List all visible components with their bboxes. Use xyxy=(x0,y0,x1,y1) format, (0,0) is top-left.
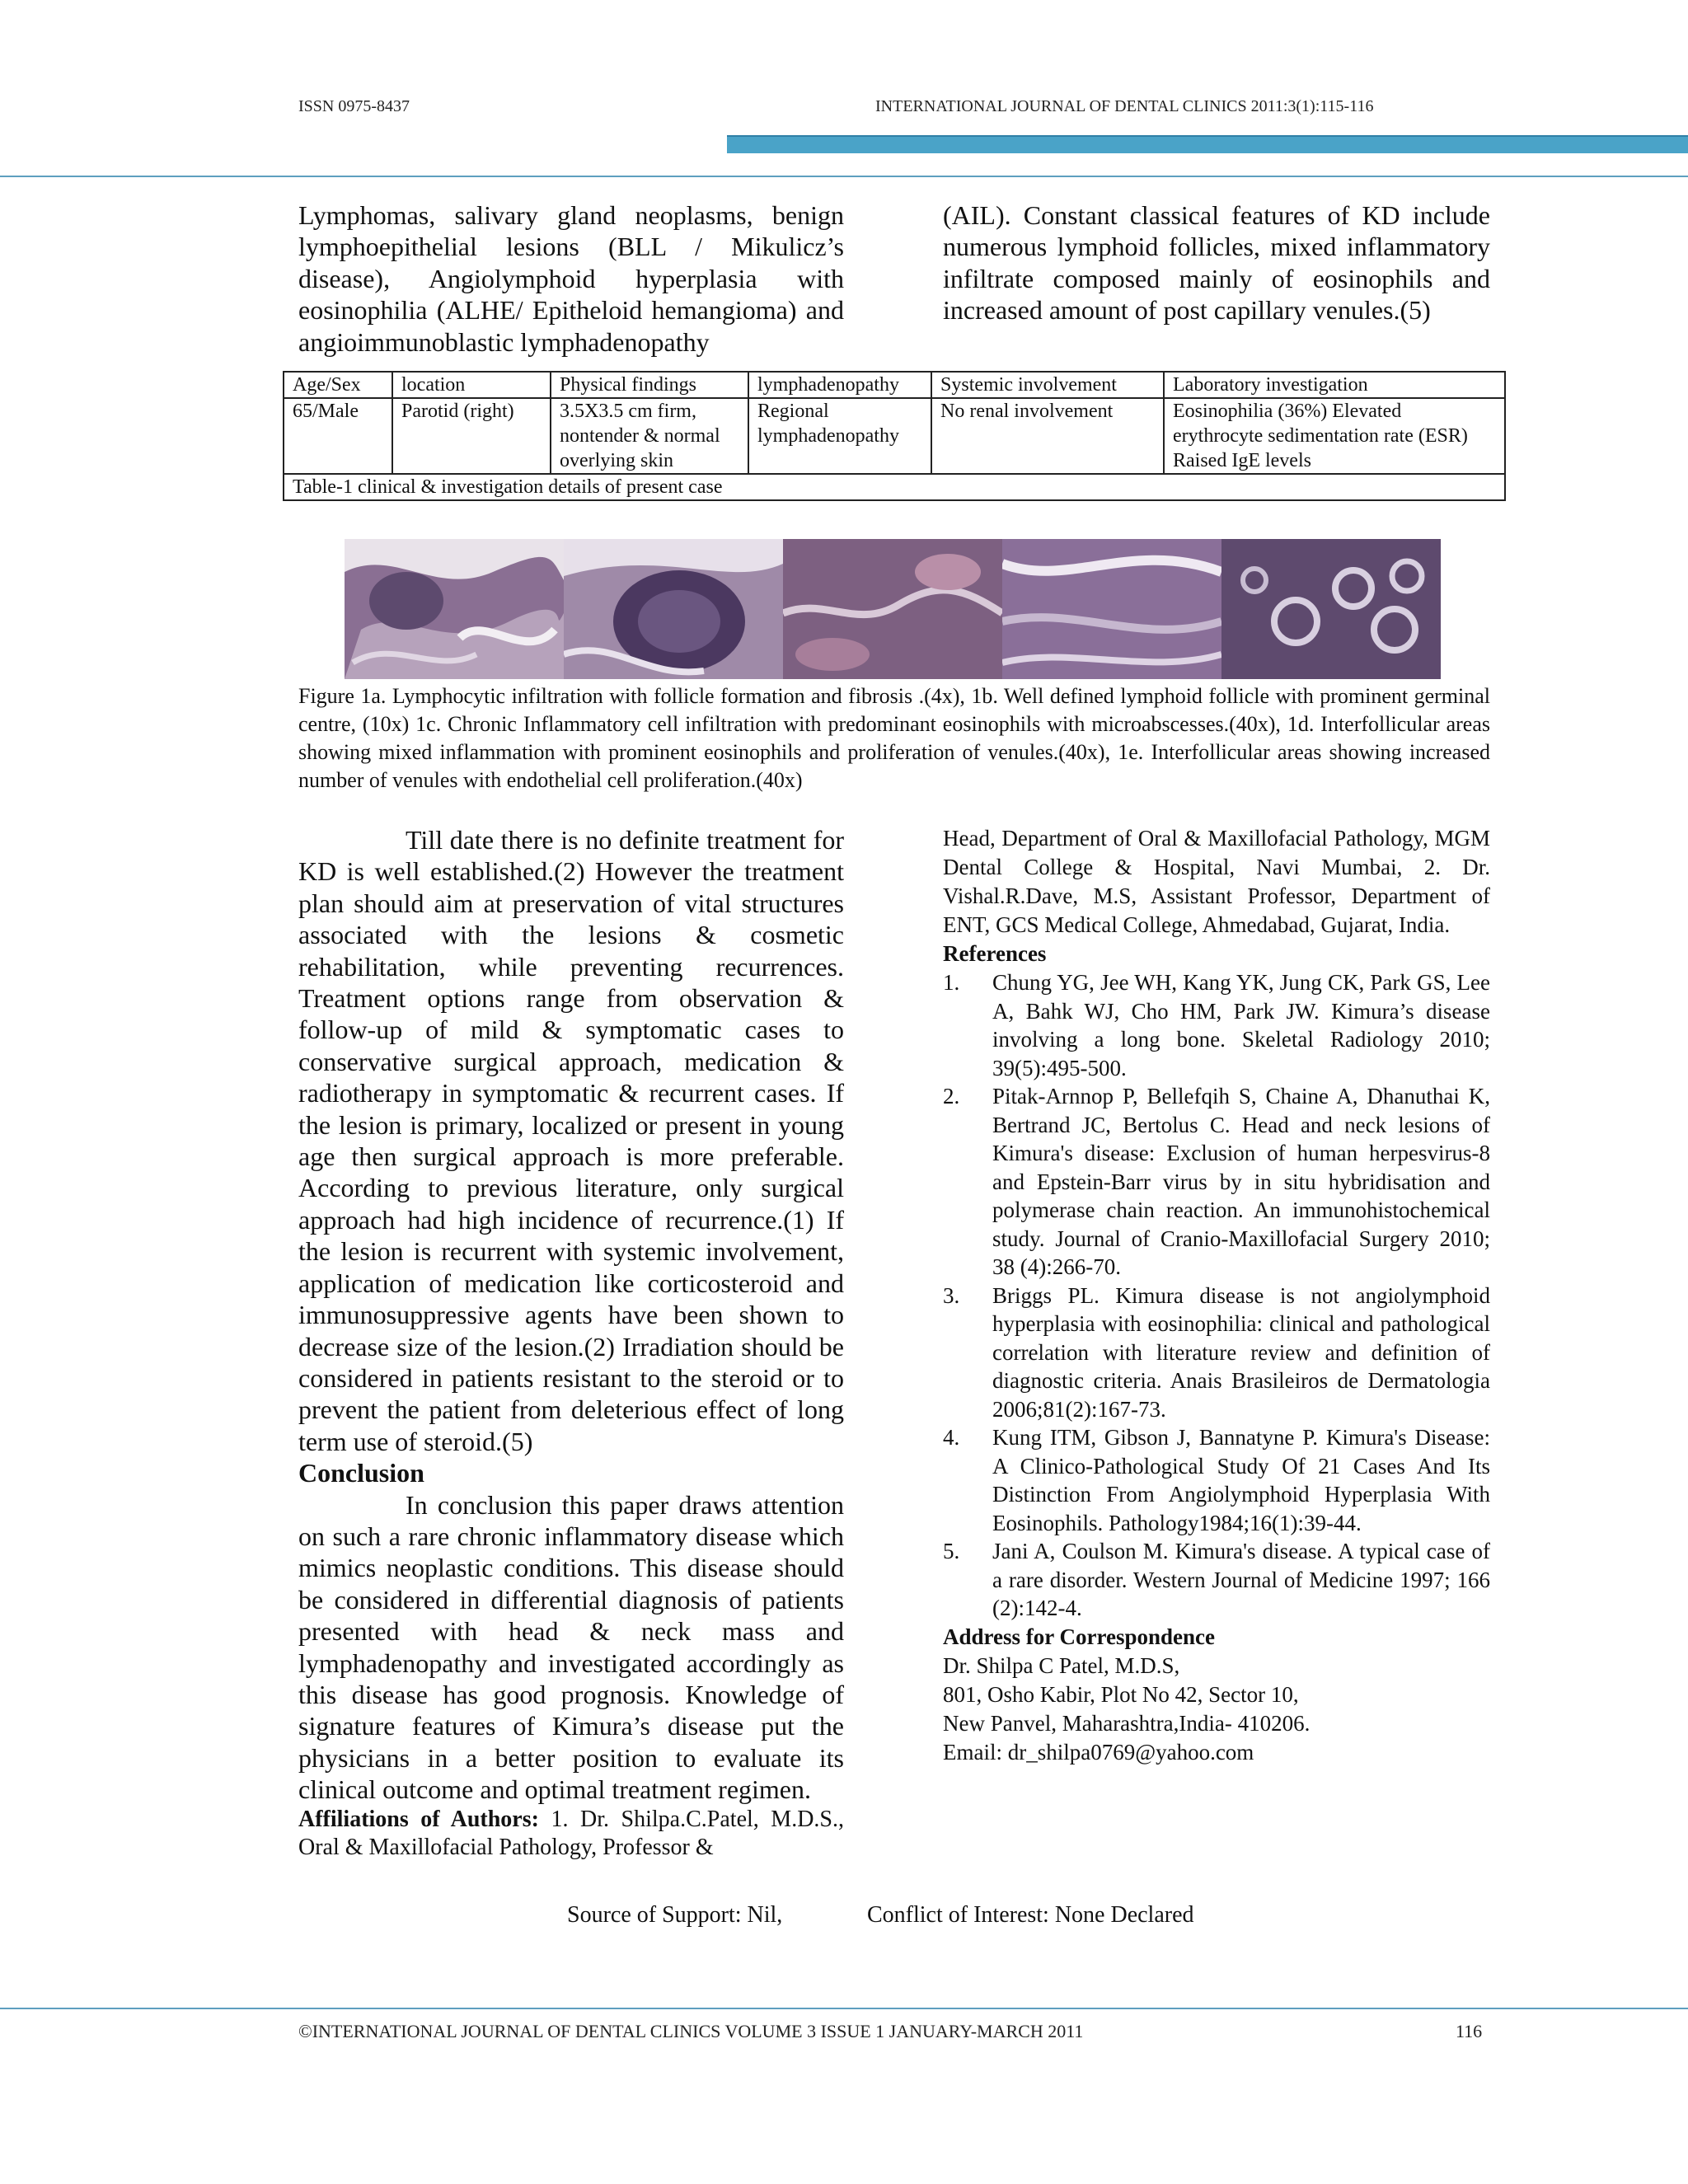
header-rule xyxy=(0,176,1688,177)
page-number: 116 xyxy=(1456,2021,1483,2041)
journal-header: INTERNATIONAL JOURNAL OF DENTAL CLINICS 2011:3(1):115-116 xyxy=(875,97,1374,115)
figure-1b-image xyxy=(564,539,783,679)
table-header-cell: lymphadenopathy xyxy=(748,372,931,398)
references-heading: References xyxy=(943,941,1047,966)
table-cell: Regional lymphadenopathy xyxy=(748,398,931,474)
table-header-cell: Age/Sex xyxy=(284,372,392,398)
correspondence-heading: Address for Correspondence xyxy=(943,1624,1215,1649)
table-cell: Parotid (right) xyxy=(392,398,551,474)
reference-number: 1. xyxy=(943,970,960,995)
list-item xyxy=(943,968,1490,1082)
figure-1e-image xyxy=(1221,539,1441,679)
conclusion-heading: Conclusion xyxy=(298,1458,424,1488)
table-row xyxy=(284,398,1505,474)
right-column xyxy=(943,824,1490,1767)
table-header-cell: location xyxy=(392,372,551,398)
list-item xyxy=(943,1423,1490,1537)
reference-text: Chung YG, Jee WH, Kang YK, Jung CK, Park GS, Lee A, Bahk WJ, Cho HM, Park JW. Kimura’s disease involving a long bone. Skeletal Radiology 2010; 39(5):495-500. xyxy=(992,970,1490,1080)
figure-1-strip xyxy=(345,539,1441,679)
header-accent-bar xyxy=(727,135,1688,153)
case-details-table xyxy=(283,371,1506,501)
affiliations-continued: Head, Department of Oral & Maxillofacial Pathology, MGM Dental College & Hospital, Navi Mumbai, 2. Dr. Vishal.R.Dave, M.S, Assistant Professor, Department of ENT, GCS Medical College, Ahmedabad, Gujarat, India. xyxy=(943,826,1490,937)
list-item xyxy=(943,1282,1490,1424)
table-header-cell: Systemic involvement xyxy=(931,372,1164,398)
table-header-row xyxy=(284,372,1505,398)
reference-number: 2. xyxy=(943,1084,960,1108)
table-caption-row xyxy=(284,474,1505,500)
conflict-of-interest: Conflict of Interest: None Declared xyxy=(867,1902,1194,1928)
treatment-paragraph: Till date there is no definite treatment for KD is well established.(2) However the treatment plan should aim at preservation of vital structures associated with the lesions & cosmetic rehabilitation, while preventing recurrences. Treatment options range from observation & follow-up of mild & symptomatic cases to conservative surgical approach, medication & radiotherapy in symptomatic & recurrent cases. If the lesion is primary, localized or present in young age then surgical approach is more preferable. According to previous literature, only surgical approach had high incidence of recurrence.(1) If the lesion is recurrent with systemic involvement, application of medication like corticosteroid and immunosuppressive agents have been shown to decrease size of the lesion.(2) Irradiation should be considered in patients resistant to the steroid or to prevent the patient from deleterious effect of long term use of steroid.(5) xyxy=(298,825,844,1456)
table-header-cell: Laboratory investigation xyxy=(1164,372,1505,398)
table-cell: 65/Male xyxy=(284,398,392,474)
reference-text: Briggs PL. Kimura disease is not angiolymphoid hyperplasia with eosinophilia: clinical and pathological correlation with literature review and definition of diagnostic criteria. Anais Brasileiros de Dermatologia 2006;81(2):167-73. xyxy=(992,1282,1490,1422)
table-header-cell: Physical findings xyxy=(551,372,748,398)
conclusion-paragraph: In conclusion this paper draws attention on such a rare chronic inflammatory disease which mimics neoplastic conditions. This disease should be considered in differential diagnosis of patients presented with head & neck mass and lymphadenopathy and investigated accordingly as this disease has good prognosis. Knowledge of signature features of Kimura’s disease put the physicians in a better position to evaluate its clinical outcome and optimal treatment regimen. xyxy=(298,1489,844,1805)
affiliations-label: Affiliations of Authors: xyxy=(298,1806,539,1832)
table-cell: Eosinophilia (36%) Elevated erythrocyte sedimentation rate (ESR) Raised IgE levels xyxy=(1164,398,1505,474)
affiliations-text: 1. Dr. Shilpa.C.Patel, M.D.S., Oral & Maxillofacial Pathology, Professor & xyxy=(298,1806,844,1860)
affiliations-paragraph xyxy=(298,1806,844,1862)
list-item xyxy=(943,1082,1490,1282)
reference-text: Jani A, Coulson M. Kimura's disease. A typical case of a rare disorder. Western Journal of Medicine 1997; 166 (2):142-4. xyxy=(992,1539,1490,1620)
table-cell: 3.5X3.5 cm firm, nontender & normal overlying skin xyxy=(551,398,748,474)
correspondence-name: Dr. Shilpa C Patel, M.D.S, xyxy=(943,1652,1180,1678)
top-left-text: Lymphomas, salivary gland neoplasms, benign lymphoepithelial lesions (BLL / Mikulicz’s disease), Angiolymphoid hyperplasia with eosinophilia (ALHE/ Epitheloid hemangioma) and angioimmunoblastic lymphadenopathy xyxy=(298,200,844,357)
left-column xyxy=(298,824,844,1862)
footer-journal: ©INTERNATIONAL JOURNAL OF DENTAL CLINICS VOLUME 3 ISSUE 1 JANUARY-MARCH 2011 xyxy=(298,2021,1084,2041)
footer-rule xyxy=(0,2008,1688,2009)
reference-number: 3. xyxy=(943,1282,960,1308)
top-right-text: (AIL). Constant classical features of KD include numerous lymphoid follicles, mixed inflammatory infiltrate composed mainly of eosinophils and increased amount of post capillary venules.(5) xyxy=(943,200,1490,326)
reference-text: Pitak-Arnnop P, Bellefqih S, Chaine A, Dhanuthai K, Bertrand JC, Bertolus C. Head and neck lesions of Kimura's disease: Exclusion of human herpesvirus-8 and Epstein-Barr virus by in situ hybridisation and polymerase chain reaction. An immunohistochemical study. Journal of Cranio-Maxillofacial Surgery 2010; 38 (4):266-70. xyxy=(992,1084,1490,1279)
reference-text: Kung ITM, Gibson J, Bannatyne P. Kimura's Disease: A Clinico-Pathological Study Of 21 Cases And Its Distinction From Angiolymphoid Hyperplasia With Eosinophils. Pathology1984;16(1):39-44. xyxy=(992,1425,1490,1535)
correspondence-address-line: 801, Osho Kabir, Plot No 42, Sector 10, xyxy=(943,1681,1299,1707)
figure-1a-image xyxy=(345,539,564,679)
reference-number: 4. xyxy=(943,1425,960,1450)
top-left-paragraph xyxy=(298,199,844,358)
correspondence-address-line: New Panvel, Maharashtra,India- 410206. xyxy=(943,1710,1311,1736)
correspondence-email: Email: dr_shilpa0769@yahoo.com xyxy=(943,1739,1254,1765)
list-item xyxy=(943,1537,1490,1623)
table-cell: No renal involvement xyxy=(931,398,1164,474)
figure-1d-image xyxy=(1002,539,1221,679)
figure-1-caption: Figure 1a. Lymphocytic infiltration with follicle formation and fibrosis .(4x), 1b. Well defined lymphoid follicle with prominent germinal centre, (10x) 1c. Chronic Inflammatory cell infiltration with predominant eosinophils with microabscesses.(40x), 1d. Interfollicular areas showing mixed inflammation with prominent eosinophils and proliferation of venules.(40x), 1e. Interfollicular areas showing increased number of venules with endothelial cell proliferation.(40x) xyxy=(298,684,1490,792)
references-list xyxy=(943,968,1490,1623)
issn-label: ISSN 0975-8437 xyxy=(298,97,410,115)
figure-1c-image xyxy=(783,539,1002,679)
top-right-paragraph xyxy=(943,199,1490,326)
source-of-support: Source of Support: Nil, xyxy=(567,1902,783,1928)
reference-number: 5. xyxy=(943,1539,960,1563)
table-caption: Table-1 clinical & investigation details of present case xyxy=(284,474,1505,500)
